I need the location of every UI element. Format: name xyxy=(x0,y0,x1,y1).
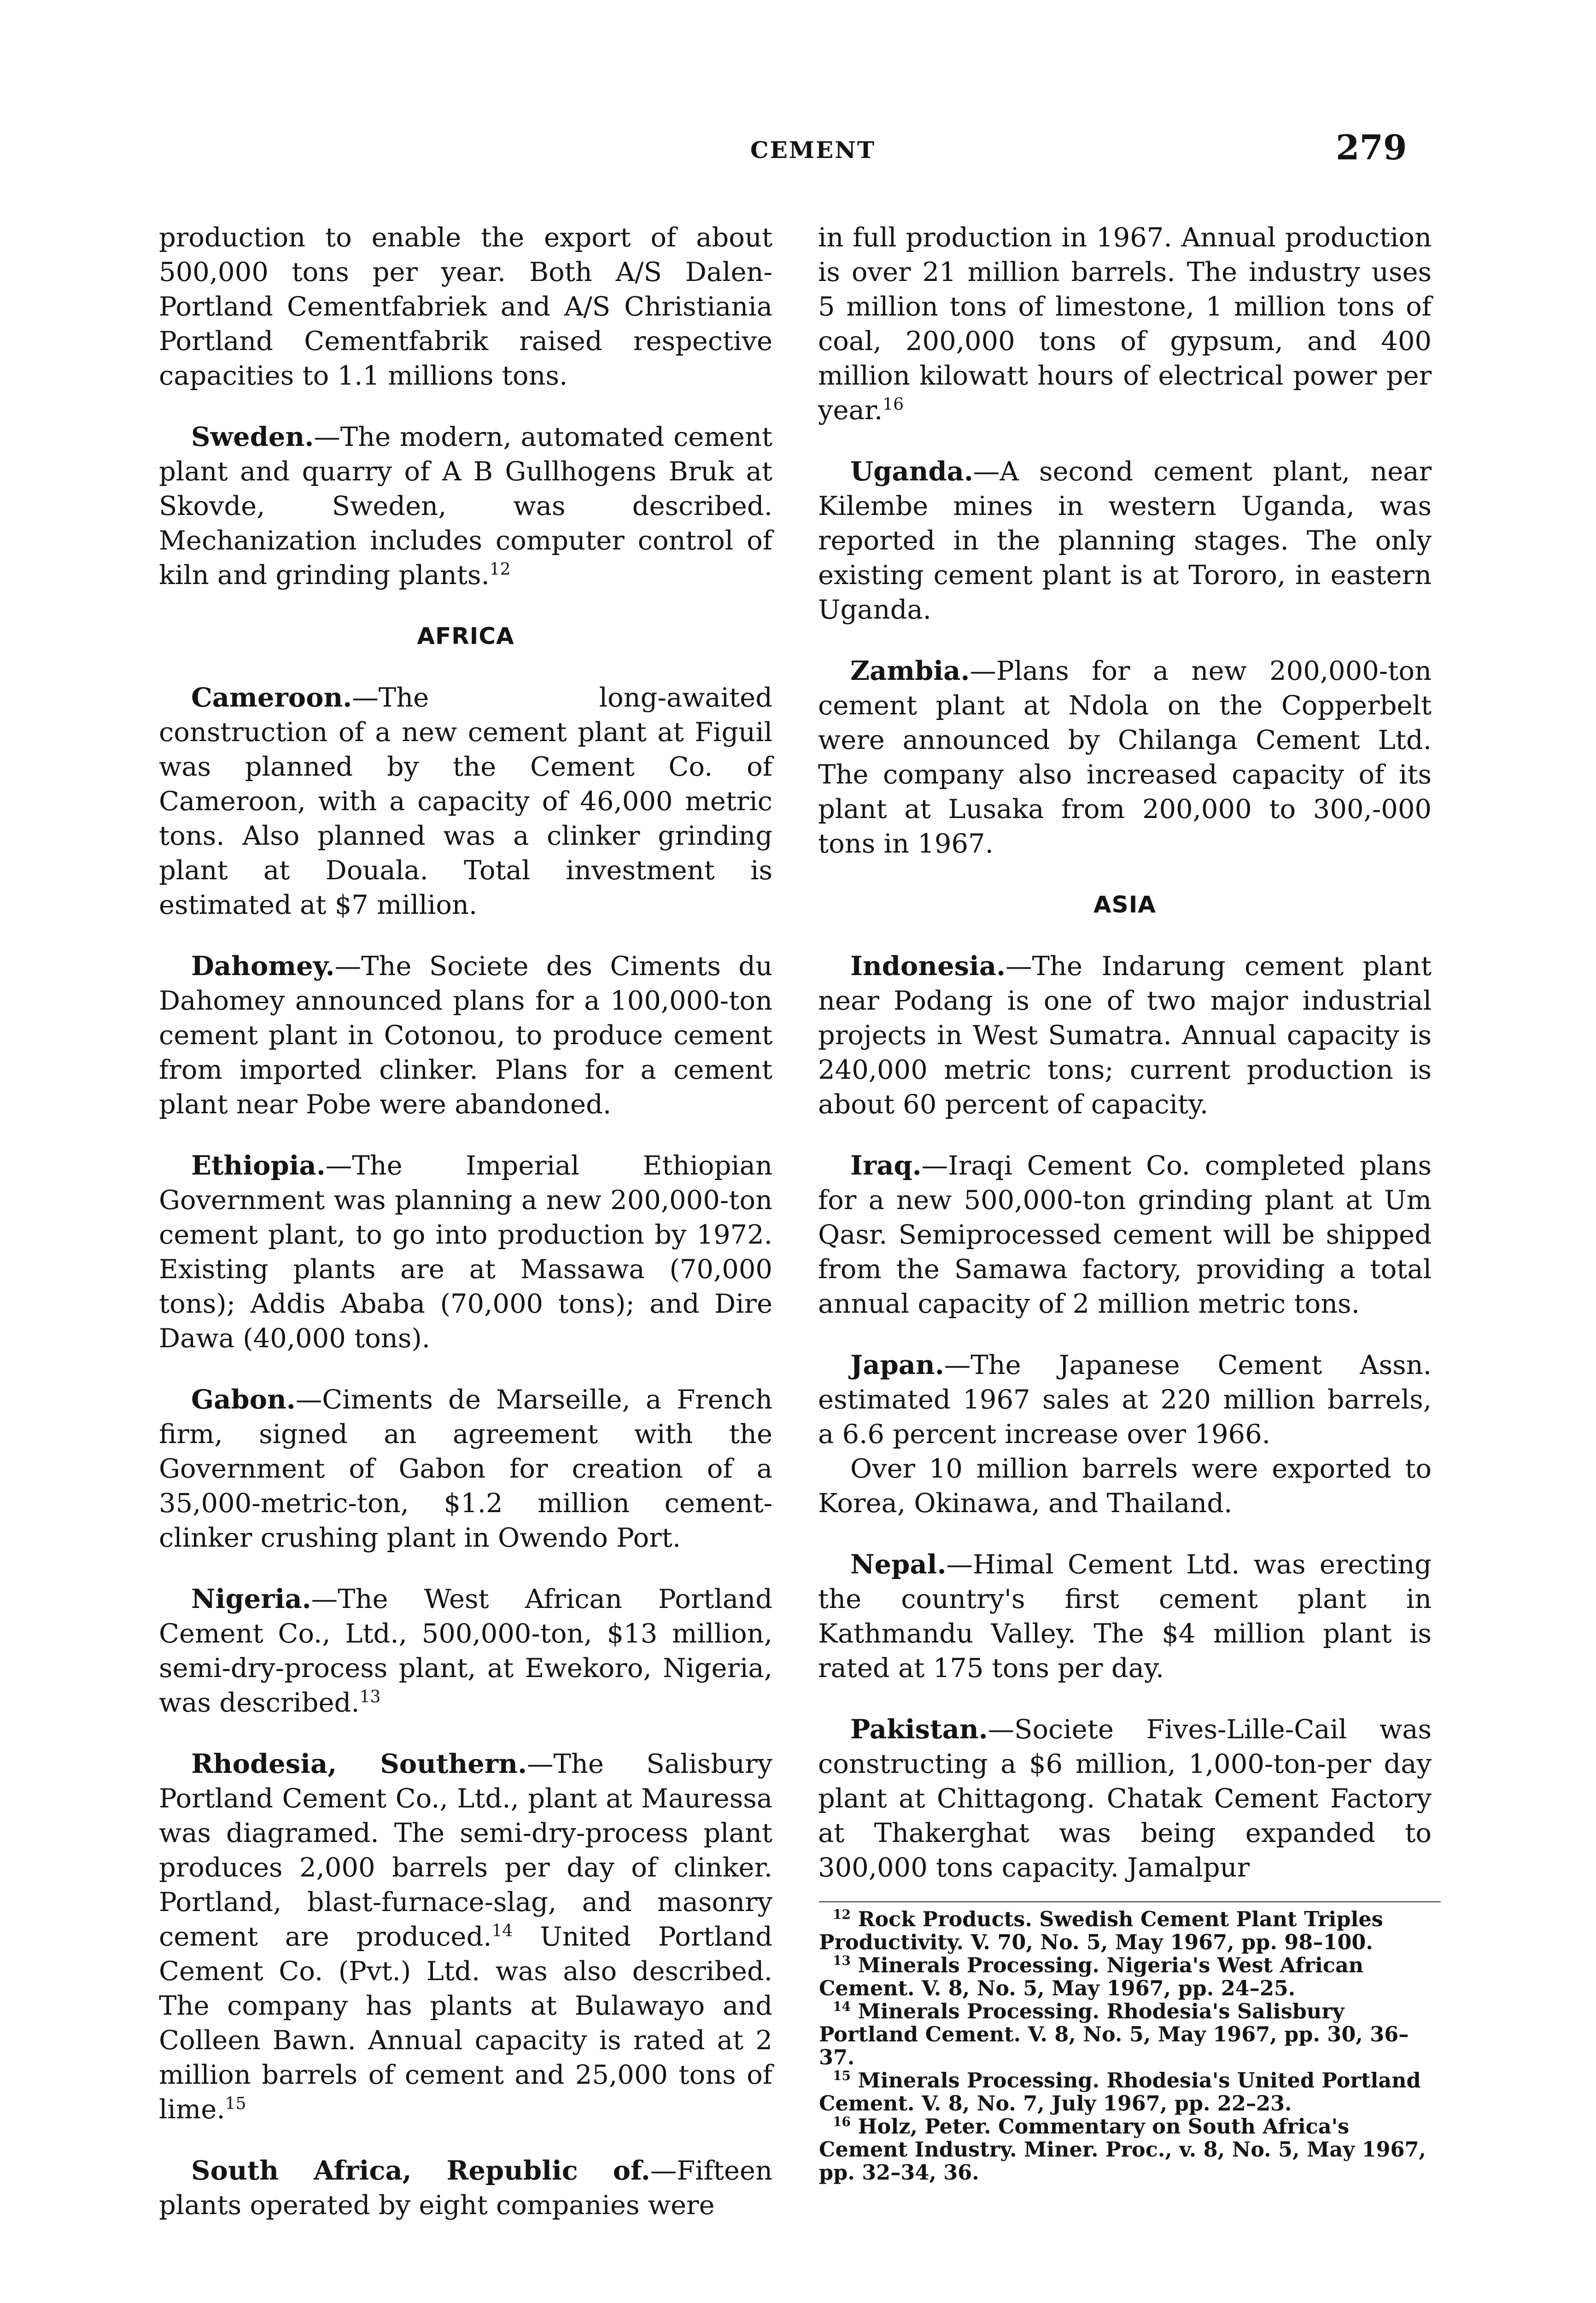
footnote xyxy=(819,2000,1441,2069)
paragraph-text: —Iraqi Cement Co. completed plans for a new 500,000-ton grinding plant at Um Qasr. Semiprocessed cement will be shipped from the Samawa factory, providing a total annual capacity of 2 million metric tons. xyxy=(818,1150,1432,1319)
country-name: Gabon. xyxy=(191,1384,296,1415)
paragraph-text: —The Japanese Cement Assn. estimated 1967 sales at 220 million barrels, a 6.6 percent increase over 1966. xyxy=(818,1350,1432,1450)
country-name: South Africa, Republic of. xyxy=(191,2155,650,2186)
country-name: Ethiopia. xyxy=(191,1150,326,1181)
paragraph-text: —The modern, automated cement plant and quarry of A B Gullhogens Bruk at Skovde, Sweden, was described. Mechanization includes computer control of kiln and grinding plants. xyxy=(159,421,772,590)
paragraph-text: —The Salisbury Portland Cement Co., Ltd., plant at Mauressa was diagramed. The semi-dry-process plant produces 2,000 barrels per day of clinker. Portland, blast-furnace-slag, and masonry cement are produced. xyxy=(159,1748,772,1952)
country-name: Dahomey. xyxy=(191,950,335,982)
footnote-number: 14 xyxy=(833,1999,851,2015)
country-name: Sweden. xyxy=(191,421,314,452)
paragraph-text: —Plans for a new 200,000-ton cement plant at Ndola on the Copperbelt were announced by Chilanga Cement Ltd. The company also increased capacity of its plant at Lusaka from 200,000 to 300,-000 tons in 1967. xyxy=(818,655,1432,859)
paragraph xyxy=(818,454,1432,627)
paragraph xyxy=(818,1712,1432,1885)
paragraph-text: —Himal Cement Ltd. was erecting the country's first cement plant in Kathmandu Valley. The $4 million plant is rated at 175 tons per day. xyxy=(818,1549,1432,1683)
footnote xyxy=(819,1908,1441,1954)
footnote xyxy=(819,2069,1441,2115)
paragraph-text: production to enable the export of about 500,000 tons per year. Both A/S Dalen-Portland Cementfabriek and A/S Christiania Portland Cementfabrik raised respective capacities to 1.1 millions tons. xyxy=(159,222,772,391)
paragraph-text: Over 10 million barrels were exported to Korea, Okinawa, and Thailand. xyxy=(818,1453,1432,1519)
paragraph xyxy=(159,220,772,393)
footnote-text: Minerals Processing. Rhodesia's United Portland Cement. V. 8, No. 7, July 1967, pp. 22–23. xyxy=(819,2069,1421,2116)
footnote-text: Rock Products. Swedish Cement Plant Triples Productivity. V. 70, No. 5, May 1967, pp. 98–100. xyxy=(819,1907,1383,1954)
paragraph xyxy=(818,1348,1432,1451)
paragraph-text: —The long-awaited construction of a new cement plant at Figuil was planned by the Cement Co. of Cameroon, with a capacity of 46,000 metric tons. Also planned was a clinker grinding plant at Douala. Total investment is estimated at $7 million. xyxy=(159,682,772,920)
paragraph xyxy=(818,220,1432,427)
paragraph xyxy=(159,1582,772,1720)
country-name: Zambia. xyxy=(850,655,970,686)
paragraph xyxy=(818,949,1432,1122)
paragraph xyxy=(159,1747,772,2127)
country-name: Uganda. xyxy=(850,456,973,487)
paragraph-text: —The West African Portland Cement Co., Ltd., 500,000-ton, $13 million, semi-dry-process plant, at Ewekoro, Nigeria, was described. xyxy=(159,1584,772,1718)
paragraph-text: —Ciments de Marseille, a French firm, signed an agreement with the Government of Gabon for creation of a 35,000-metric-ton, $1.2 million cement-clinker crushing plant in Owendo Port. xyxy=(159,1384,772,1553)
footnote-number: 13 xyxy=(833,1953,851,1969)
paragraph xyxy=(159,680,772,922)
paragraph-text: —A second cement plant, near Kilembe mines in western Uganda, was reported in the planning stages. The only existing cement plant is at Tororo, in eastern Uganda. xyxy=(818,456,1432,625)
paragraph xyxy=(818,1148,1432,1321)
footnote-ref: 16 xyxy=(883,395,904,414)
footnote-text: Minerals Processing. Rhodesia's Salisbury Portland Cement. V. 8, No. 5, May 1967, pp. 30, 36–37. xyxy=(819,1999,1409,2069)
footnote-number: 16 xyxy=(833,2114,851,2130)
paragraph xyxy=(818,1547,1432,1685)
country-name: Rhodesia, Southern. xyxy=(191,1748,527,1779)
footnote-number: 15 xyxy=(833,2068,851,2084)
footnote-text: Holz, Peter. Commentary on South Africa's Cement Industry. Miner. Proc., v. 8, No. 5, May 1967, pp. 32–34, 36. xyxy=(819,2115,1426,2185)
paragraph xyxy=(818,1451,1432,1520)
paragraph-text: —The Indarung cement plant near Podang is one of two major industrial projects in West Sumatra. Annual capacity is 240,000 metric tons; current production is about 60 percent of capacity. xyxy=(818,951,1432,1120)
footnote-text: Minerals Processing. Nigeria's West African Cement. V. 8, No. 5, May 1967, pp. 24–25. xyxy=(819,1953,1364,2000)
footnotes xyxy=(819,1901,1441,2184)
right-column xyxy=(818,220,1432,1885)
footnote-ref: 12 xyxy=(489,560,511,579)
footnote-ref: 13 xyxy=(359,1687,381,1707)
paragraph xyxy=(159,1382,772,1555)
page-number: 279 xyxy=(1336,128,1407,168)
country-name: Japan. xyxy=(850,1349,944,1380)
country-name: Iraq. xyxy=(850,1150,922,1181)
paragraph-text: —Societe Fives-Lille-Cail was constructing a $6 million, 1,000-ton-per day plant at Chittagong. Chatak Cement Factory at Thakerghat was being expanded to 300,000 tons capacity. Jamalpur xyxy=(818,1714,1432,1883)
footnote-ref: 15 xyxy=(225,2094,246,2113)
footnote-ref: 14 xyxy=(491,1921,513,1941)
paragraph-text: —Fifteen plants operated by eight companies were xyxy=(159,2155,772,2221)
country-name: Nepal. xyxy=(850,1549,947,1580)
country-name: Pakistan. xyxy=(850,1713,988,1745)
paragraph xyxy=(159,420,772,592)
footnote-number: 12 xyxy=(833,1907,851,1923)
paragraph-text: —The Societe des Ciments du Dahomey announced plans for a 100,000-ton cement plant in Cotonou, to produce cement from imported clinker. Plans for a cement plant near Pobe were abandoned. xyxy=(159,951,772,1120)
running-header: CEMENT xyxy=(750,136,876,164)
paragraph-text: —The Imperial Ethiopian Government was planning a new 200,000-ton cement plant, to go into production by 1972. Existing plants are at Massawa (70,000 tons); Addis Ababa (70,000 tons); and Dire Dawa (40,000 tons). xyxy=(159,1150,772,1354)
paragraph xyxy=(159,1148,772,1356)
footnote xyxy=(819,1954,1441,2000)
country-name: Nigeria. xyxy=(191,1583,311,1614)
paragraph xyxy=(818,654,1432,861)
paragraph-text: United Portland Cement Co. (Pvt.) Ltd. was also described. The company has plants at Bulawayo and Colleen Bawn. Annual capacity is rated at 2 million barrels of cement and 25,000 tons of lime. xyxy=(159,1921,772,2125)
paragraph-text: in full production in 1967. Annual production is over 21 million barrels. The industry uses 5 million tons of limestone, 1 million tons of coal, 200,000 tons of gypsum, and 400 million kilowatt hours of electrical power per year. xyxy=(818,222,1432,426)
left-column xyxy=(159,220,772,2222)
section-heading: AFRICA xyxy=(417,623,514,649)
footnote xyxy=(819,2115,1441,2184)
section-heading: ASIA xyxy=(1093,891,1156,918)
paragraph xyxy=(159,949,772,1122)
country-name: Cameroon. xyxy=(191,682,352,713)
paragraph xyxy=(159,2153,772,2222)
country-name: Indonesia. xyxy=(850,950,1006,982)
